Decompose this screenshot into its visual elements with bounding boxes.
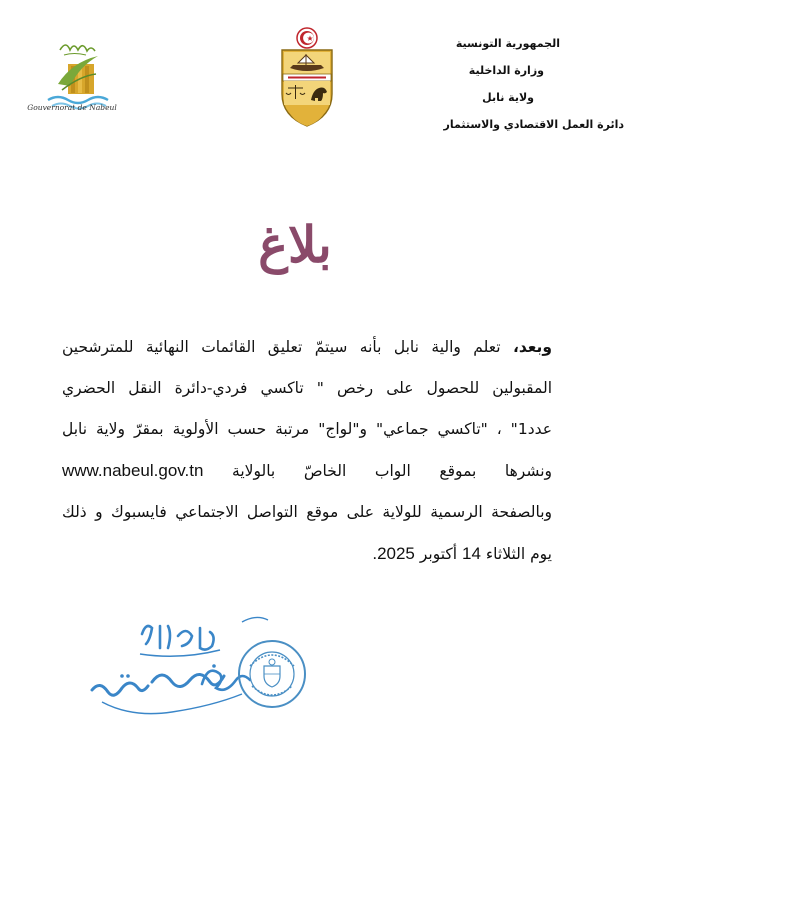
body-line-6 — [62, 533, 552, 575]
body-line-1 — [62, 327, 552, 368]
body-line-2: المقبولين للحصول على رخص " تاكسي فردي-دائرة النقل الحضري — [62, 379, 552, 397]
body-line-4-text: ونشرها بموقع الواب الخاصّ بالولاية — [232, 462, 552, 480]
coat-of-arms — [276, 26, 338, 130]
announcement-body — [62, 327, 552, 575]
body-line-3: عدد1" ، "تاكسي جماعي" و"لواج" مرتبة حسب الأولوية بمقرّ ولاية نابل — [62, 420, 552, 438]
official-stamp — [236, 638, 308, 710]
date-month: أكتوبر — [419, 545, 458, 563]
ministry-header — [374, 30, 624, 138]
header-department: دائرة العمل الاقتصادي والاستثمار — [443, 118, 624, 131]
body-line-4 — [62, 450, 552, 492]
round-stamp-icon — [236, 638, 308, 710]
body-line-5: وبالصفحة الرسمية للولاية على موقع التواصل الاجتماعي فايسبوك و ذلك — [62, 503, 552, 521]
governorate-logo-caption: Gouvernorat de Nabeul — [27, 103, 117, 112]
date-day: 14 — [462, 544, 481, 563]
header-governorate: ولاية نابل — [482, 91, 534, 104]
header-republic: الجمهورية التونسية — [455, 37, 560, 50]
body-line-1-text: تعلم والية نابل بأنه سيتمّ تعليق القائمات النهائية للمترشحين — [62, 338, 513, 356]
website-url: www.nabeul.gov.tn — [62, 461, 204, 480]
date-year: 2025. — [372, 544, 415, 563]
tunisia-coat-of-arms-icon — [276, 26, 338, 130]
body-lead: وبعد، — [512, 338, 552, 356]
document-title: بلاغ — [258, 215, 332, 274]
date-weekday: يوم الثلاثاء — [485, 545, 552, 563]
header-ministry: وزارة الداخلية — [468, 64, 544, 77]
